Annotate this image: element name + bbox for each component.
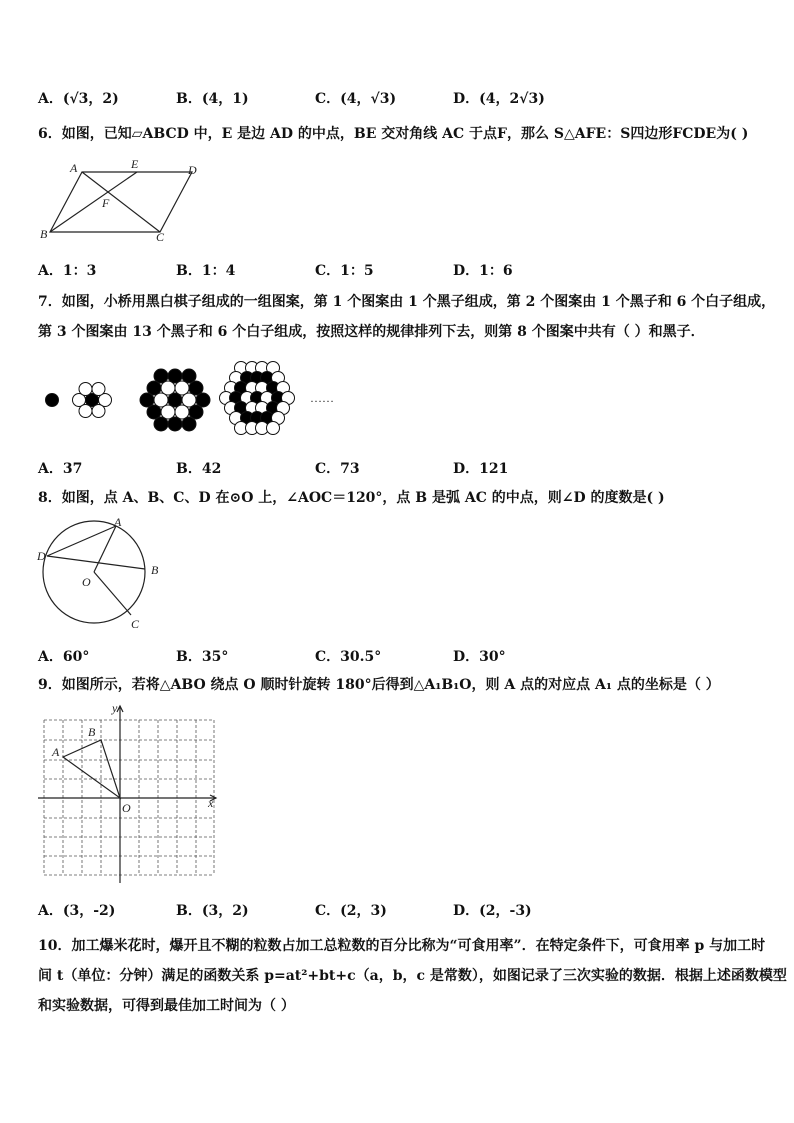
label-o: O [122, 801, 131, 815]
q8-option-c: C．30.5° [315, 649, 382, 665]
q6-option-c: C．1：5 [315, 263, 374, 279]
label-d: D [37, 549, 46, 563]
q9-option-b: B．(3，2) [176, 903, 249, 919]
q7-option-b: B．42 [176, 461, 222, 477]
q5-option-b: B．(4，1) [176, 91, 249, 107]
q7-ellipsis: …… [310, 391, 334, 405]
label-o: O [82, 575, 91, 589]
q8-stem: 8．如图，点 A、B、C、D 在⊙O 上，∠AOC＝120°，点 B 是弧 AC 的中点，则∠D 的度数是( ) [38, 490, 665, 506]
label-c: C [156, 230, 165, 244]
q7-option-d: D．121 [453, 461, 509, 477]
q9-option-a: A．(3，-2) [38, 903, 116, 919]
label-c: C [131, 617, 140, 631]
q8-option-a: A．60° [38, 649, 90, 665]
q10-stem-line1: 10．加工爆米花时，爆开且不糊的粒数占加工总粒数的百分比称为“可食用率”．在特定条件下，可食用率 p 与加工时 [38, 938, 766, 954]
q8-option-b: B．35° [176, 649, 229, 665]
q8-option-d: D．30° [453, 649, 506, 665]
label-y: y [112, 701, 118, 715]
q7-option-a: A．37 [38, 461, 83, 477]
label-d: D [188, 163, 197, 177]
q5-option-a: A．(√3，2) [38, 91, 119, 107]
q6-option-b: B．1：4 [176, 263, 236, 279]
q5-option-d: D．(4，2√3) [453, 91, 545, 107]
q9-option-c: C．(2，3) [315, 903, 387, 919]
q5-option-c: C．(4，√3) [315, 91, 397, 107]
label-b: B [88, 725, 96, 739]
q7-stone-patterns-figure [36, 350, 356, 445]
q8-circle-figure [34, 512, 174, 634]
q7-stem-line2: 第 3 个图案由 13 个黑子和 6 个白子组成，按照这样的规律排列下去，则第 8 个图案中共有（ ）和黑子． [38, 324, 705, 340]
q9-option-d: D．(2，-3) [453, 903, 532, 919]
q9-grid-figure [36, 700, 226, 890]
q7-stem-line1: 7．如图，小桥用黑白棋子组成的一组图案，第 1 个图案由 1 个黑子组成，第 2 个图案由 1 个黑子和 6 个白子组成， [38, 294, 776, 310]
q7-option-c: C．73 [315, 461, 360, 477]
label-a: A [70, 161, 78, 175]
q6-option-d: D．1：6 [453, 263, 513, 279]
label-b: B [40, 227, 48, 241]
label-f: F [102, 196, 110, 210]
label-x: x [208, 796, 214, 810]
q6-option-a: A．1：3 [38, 263, 97, 279]
q10-stem-line2: 间 t（单位：分钟）满足的函数关系 p=at²+bt+c（a，b，c 是常数），如图记录了三次实验的数据．根据上述函数模型 [38, 968, 787, 984]
q10-stem-line3: 和实验数据，可得到最佳加工时间为（ ） [38, 998, 295, 1014]
label-a: A [114, 515, 122, 529]
q6-stem: 6．如图，已知▱ABCD 中，E 是边 AD 的中点，BE 交对角线 AC 于点F，那么 S△AFE：S四边形FCDE为( ) [38, 126, 749, 142]
label-e: E [131, 157, 139, 171]
q9-stem: 9．如图所示，若将△ABO 绕点 O 顺时针旋转 180°后得到△A₁B₁O，则 A 点的对应点 A₁ 点的坐标是（ ） [38, 677, 720, 693]
q6-parallelogram-figure [36, 156, 216, 246]
label-a: A [52, 745, 60, 759]
label-b: B [151, 563, 159, 577]
